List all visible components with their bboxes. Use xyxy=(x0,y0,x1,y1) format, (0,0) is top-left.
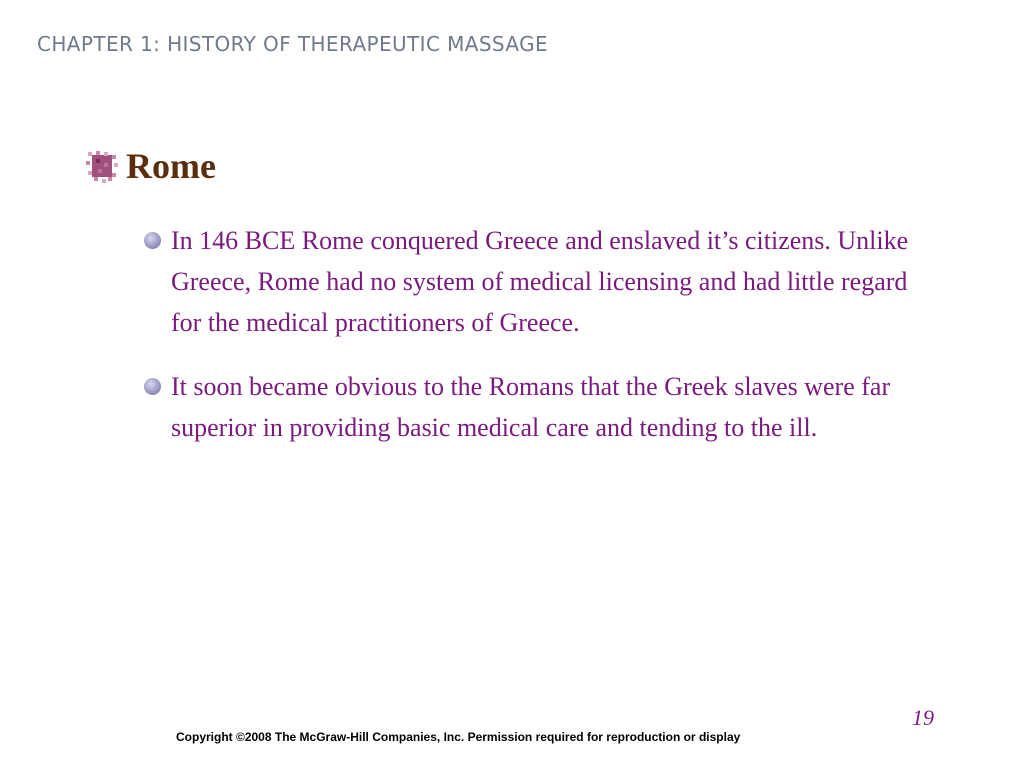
bullet-text: In 146 BCE Rome conquered Greece and enslaved it’s citizens. Unlike Greece, Rome had no system of medical licensing and had little regard for the medical practitioners of Greece. xyxy=(171,226,909,337)
checkered-square-icon xyxy=(86,149,118,183)
bullet-item xyxy=(144,366,944,448)
copyright-notice: Copyright ©2008 The McGraw-Hill Companies, Inc. Permission required for reproduction or display xyxy=(176,730,741,744)
chapter-title: CHAPTER 1: HISTORY OF THERAPEUTIC MASSAGE xyxy=(37,32,549,56)
bullet-item xyxy=(144,220,944,343)
sphere-bullet-icon xyxy=(144,232,161,249)
bullet-list xyxy=(144,220,944,471)
section-heading-row xyxy=(86,146,216,186)
page-number: 19 xyxy=(912,705,934,730)
sphere-bullet-icon xyxy=(144,378,161,395)
bullet-text: It soon became obvious to the Romans that the Greek slaves were far superior in providing basic medical care and tending to the ill. xyxy=(171,372,891,442)
slide-heading: Rome xyxy=(126,146,216,186)
